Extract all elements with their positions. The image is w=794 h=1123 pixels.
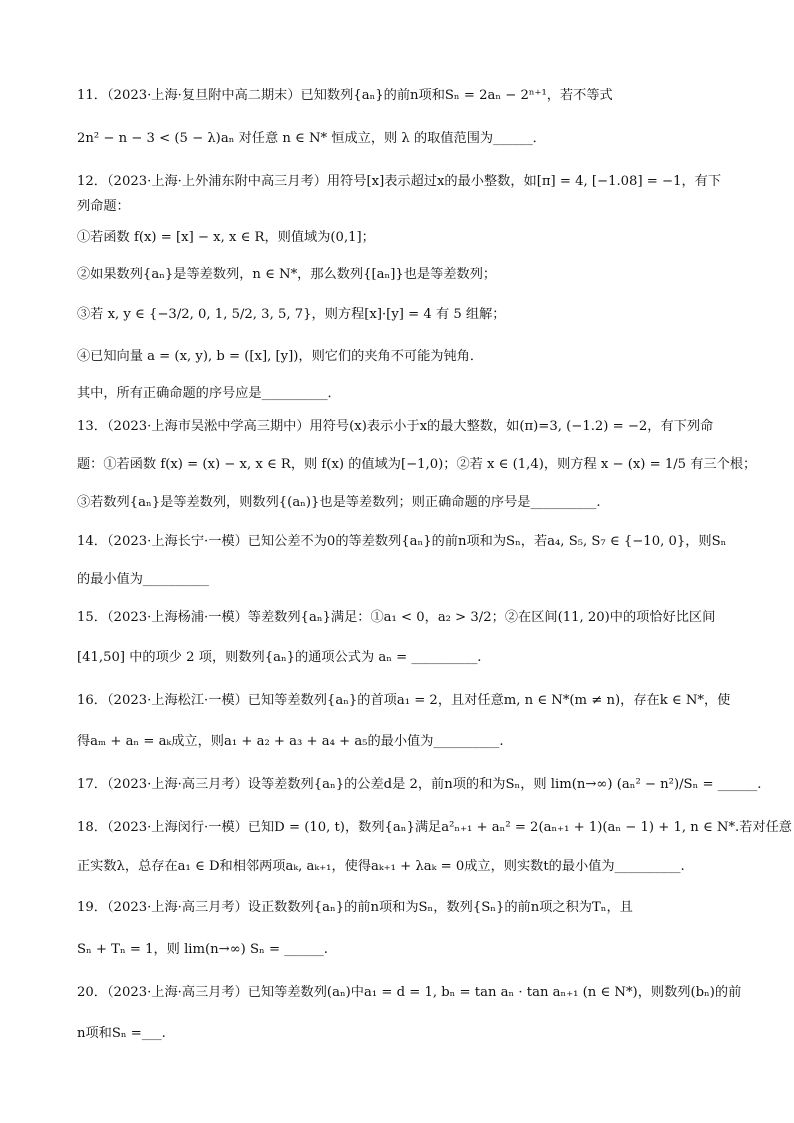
- question-12-line-3: ①若函数 f(x) = [x] − x, x ∈ R，则值域为(0,1]；: [77, 230, 375, 245]
- question-19-line-1: 19．（2023·上海·高三月考）设正数数列{aₙ}的前n项和为Sₙ，数列{Sₙ}的前n项之积为Tₙ，且: [77, 900, 633, 915]
- question-12-line-6: ④已知向量 a = (x, y), b = ([x], [y])，则它们的夹角不可能为钝角．: [77, 349, 484, 364]
- question-13-line-3: ③若数列{aₙ}是等差数列，则数列{(aₙ)}也是等差数列；则正确命题的序号是__________.: [77, 495, 601, 510]
- question-13-line-2: 题：①若函数 f(x) = (x) − x, x ∈ R，则 f(x) 的值域为[−1,0)；②若 x ∈ (1,4)，则方程 x − (x) = 1/5 有三个根；: [77, 457, 757, 472]
- question-12-line-1: 12．（2023·上海·上外浦东附中高三月考）用符号[x]表示超过x的最小整数，如[π] = 4, [−1.08] = −1，有下: [77, 174, 722, 189]
- question-13-line-1: 13．（2023·上海市吴淞中学高三期中）用符号(x)表示小于x的最大整数，如(π)=3, (−1.2) = −2，有下列命: [77, 419, 714, 434]
- question-17-line-1: 17．（2023·上海·高三月考）设等差数列{aₙ}的公差d是 2，前n项的和为Sₙ，则 lim(n→∞) (aₙ² − n²)/Sₙ = ______.: [77, 777, 762, 792]
- question-12-line-4: ②如果数列{aₙ}是等差数列，n ∈ N*，那么数列{[aₙ]}也是等差数列；: [77, 267, 497, 282]
- question-20-line-2: n项和Sₙ =___.: [77, 1026, 166, 1041]
- question-14-line-2: 的最小值为__________: [77, 572, 209, 587]
- question-12-line-2: 列命题：: [77, 199, 130, 214]
- question-16-line-2: 得aₘ + aₙ = aₖ成立，则a₁ + a₂ + a₃ + a₄ + a₅的最小值为__________.: [77, 734, 504, 749]
- question-12-line-5: ③若 x, y ∈ {−3/2, 0, 1, 5/2, 3, 5, 7}，则方程[x]·[y] = 4 有 5 组解；: [77, 307, 506, 322]
- question-15-line-2: [41,50] 中的项少 2 项，则数列{aₙ}的通项公式为 aₙ = __________.: [77, 650, 482, 665]
- question-19-line-2: Sₙ + Tₙ = 1，则 lim(n→∞) Sₙ = ______.: [77, 942, 328, 957]
- question-18-line-2: 正实数λ，总存在a₁ ∈ D和相邻两项aₖ, aₖ₊₁，使得aₖ₊₁ + λaₖ = 0成立，则实数t的最小值为__________.: [77, 859, 685, 874]
- question-11-line-1: 11．（2023·上海·复旦附中高二期末）已知数列{aₙ}的前n项和Sₙ = 2aₙ − 2ⁿ⁺¹，若不等式: [77, 88, 613, 103]
- question-15-line-1: 15．（2023·上海杨浦·一模）等差数列{aₙ}满足：①a₁ < 0，a₂ > 3/2；②在区间(11, 20)中的项恰好比区间: [77, 610, 716, 625]
- question-16-line-1: 16．（2023·上海松江·一模）已知等差数列{aₙ}的首项a₁ = 2，且对任意m, n ∈ N*(m ≠ n)，存在k ∈ N*，使: [77, 693, 731, 708]
- question-20-line-1: 20．（2023·上海·高三月考）已知等差数列(aₙ)中a₁ = d = 1, bₙ = tan aₙ · tan aₙ₊₁ (n ∈ N*)，则数列(bₙ)的前: [77, 985, 742, 1000]
- question-12-line-7: 其中，所有正确命题的序号应是__________．: [77, 386, 341, 401]
- question-18-line-1: 18．（2023·上海闵行·一模）已知D = (10, t)，数列{aₙ}满足a²ₙ₊₁ + aₙ² = 2(aₙ₊₁ + 1)(aₙ − 1) + 1, n ∈ N*.若对任意: [77, 820, 792, 835]
- question-14-line-1: 14．（2023·上海长宁·一模）已知公差不为0的等差数列{aₙ}的前n项和为Sₙ，若a₄, S₅, S₇ ∈ {−10, 0}，则Sₙ: [77, 534, 727, 549]
- question-11-line-2: 2n² − n − 3 < (5 − λ)aₙ 对任意 n ∈ N* 恒成立，则 λ 的取值范围为______．: [77, 131, 546, 146]
